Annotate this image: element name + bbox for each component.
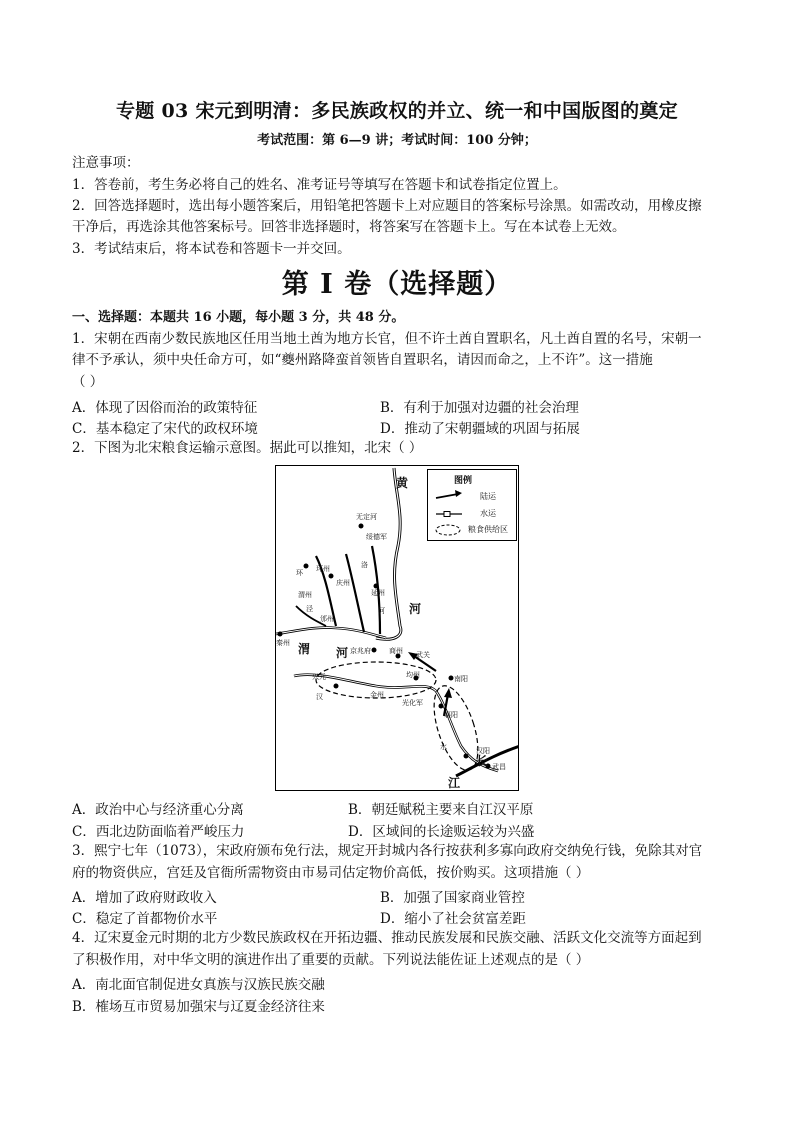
- question-1-option-d: D．推动了宋朝疆域的巩固与拓展: [380, 421, 580, 437]
- map-label: 武昌: [492, 763, 506, 771]
- notice-item: 3．考试结束后，将本试卷和答题卡一并交回。: [72, 241, 351, 257]
- map-label: 均州: [406, 671, 420, 679]
- question-2-option-a: A．政治中心与经济重心分离: [72, 802, 244, 818]
- map-label-he2: 河: [336, 646, 349, 660]
- map-label: 武关: [416, 651, 430, 659]
- map-label: 汉阳: [476, 747, 490, 755]
- question-2-option-c: C．西北边防面临着严峻压力: [72, 824, 245, 840]
- map-label: 秦州: [276, 639, 290, 647]
- notice-item: 2．回答选择题时，选出每小题答案后，用铅笔把答题卡上对应题目的答案标号涂黑。如需改动，用橡皮擦: [72, 198, 702, 214]
- map-label: 环州: [316, 565, 330, 573]
- map-label: 光化军: [402, 699, 423, 707]
- map-label: 汉: [316, 693, 323, 701]
- page-title: 专题 03 宋元到明清：多民族政权的并立、统一和中国版图的奠定: [116, 100, 678, 122]
- question-3-option-d: D．缩小了社会贫富差距: [380, 911, 526, 927]
- question-1-option-c: C．基本稳定了宋代的政权环境: [72, 421, 258, 437]
- question-3-text: 府的物资供应，宫廷及官衙所需物资由市易司估定物价高低，按价购买。这项措施（ ）: [72, 865, 590, 881]
- legend-land-route: 陆运: [480, 492, 496, 501]
- map-label: 洛: [361, 561, 368, 569]
- section-title: 一、选择题：本题共 16 小题，每小题 3 分，共 48 分。: [72, 310, 405, 325]
- question-1-blank: （ ）: [72, 374, 104, 390]
- question-1-option-b: B．有利于加强对边疆的社会治理: [380, 400, 579, 416]
- map-label: 邠州: [320, 615, 334, 623]
- map-label: 水: [440, 743, 447, 751]
- map-label: 金州: [370, 691, 384, 699]
- notice-heading: 注意事项：: [72, 155, 140, 171]
- map-legend: [427, 469, 517, 541]
- legend-grain-area: 粮食供给区: [468, 525, 508, 534]
- question-2-text: 2．下图为北宋粮食运输示意图。据此可以推知，北宋（ ）: [72, 440, 423, 456]
- map-label: 庆州: [336, 579, 350, 587]
- map-label-chang: 长: [476, 754, 489, 768]
- question-3-option-a: A．增加了政府财政收入: [72, 890, 217, 906]
- map-label-he: 河: [409, 602, 422, 616]
- exam-info: 考试范围：第 6—9 讲；考试时间：100 分钟；: [257, 133, 537, 148]
- map-label: 延州: [371, 589, 385, 597]
- map-label: 襄阳: [444, 711, 458, 719]
- map-label: 南阳: [454, 675, 468, 683]
- question-3-text: 3．熙宁七年（1073），宋政府颁布免行法，规定开封城内各行按获利多寡向政府交纳免行钱，免除其对官: [72, 843, 703, 859]
- volume-title: 第 I 卷（选择题）: [281, 269, 513, 300]
- question-2-option-d: D．区域间的长途贩运较为兴盛: [348, 824, 535, 840]
- map-label-huang: 黄: [396, 476, 409, 490]
- map-label: 绥德军: [366, 533, 387, 541]
- map-label-jiang: 江: [448, 776, 461, 790]
- grain-transport-map: [275, 465, 519, 791]
- question-1-text: 律不予承认，须中央任命方可，如“夔州路降蛮首领皆自置职名，请因而命之，上不许”。这一措施: [72, 352, 653, 368]
- legend-title: 图例: [454, 476, 473, 486]
- question-4-option-a: A．南北面官制促进女真族与汉族民族交融: [72, 977, 325, 993]
- question-1-option-a: A．体现了因俗而治的政策特征: [72, 400, 258, 416]
- question-3-option-c: C．稳定了首都物价水平: [72, 911, 218, 927]
- legend-water-route: 水运: [480, 509, 496, 518]
- map-label: 无定河: [356, 513, 377, 521]
- map-label: 商州: [389, 647, 403, 655]
- question-3-option-b: B．加强了国家商业管控: [380, 890, 525, 906]
- question-4-text: 了积极作用，对中华文明的演进作出了重要的贡献。下列说法能佐证上述观点的是（ ）: [72, 952, 590, 968]
- map-label: 京兆府: [350, 647, 371, 655]
- notice-item: 1．答卷前，考生务必将自己的姓名、准考证号等填写在答题卡和试卷指定位置上。: [72, 177, 567, 193]
- question-1-text: 1．宋朝在西南少数民族地区任用当地土酋为地方长官，但不许土酋自置职名，凡土酋自置的名号，宋朝一: [72, 331, 702, 347]
- map-label: 环: [296, 569, 303, 577]
- map-label: 泾: [306, 605, 313, 613]
- map-label: 河: [378, 607, 385, 615]
- notice-item: 干净后，再选涂其他答案标号。回答非选择题时，将答案写在答题卡上。写在本试卷上无效。: [72, 219, 626, 235]
- question-2-option-b: B．朝廷赋税主要来自江汉平原: [348, 802, 534, 818]
- question-4-text: 4．辽宋夏金元时期的北方少数民族政权在开拓边疆、推动民族发展和民族交融、活跃文化交流等方面起到: [72, 930, 702, 946]
- map-label: 兴元: [312, 673, 326, 681]
- question-4-option-b: B．榷场互市贸易加强宋与辽夏金经济往来: [72, 999, 325, 1015]
- map-label-wei: 渭: [298, 642, 311, 656]
- map-label: 渭州: [298, 591, 312, 599]
